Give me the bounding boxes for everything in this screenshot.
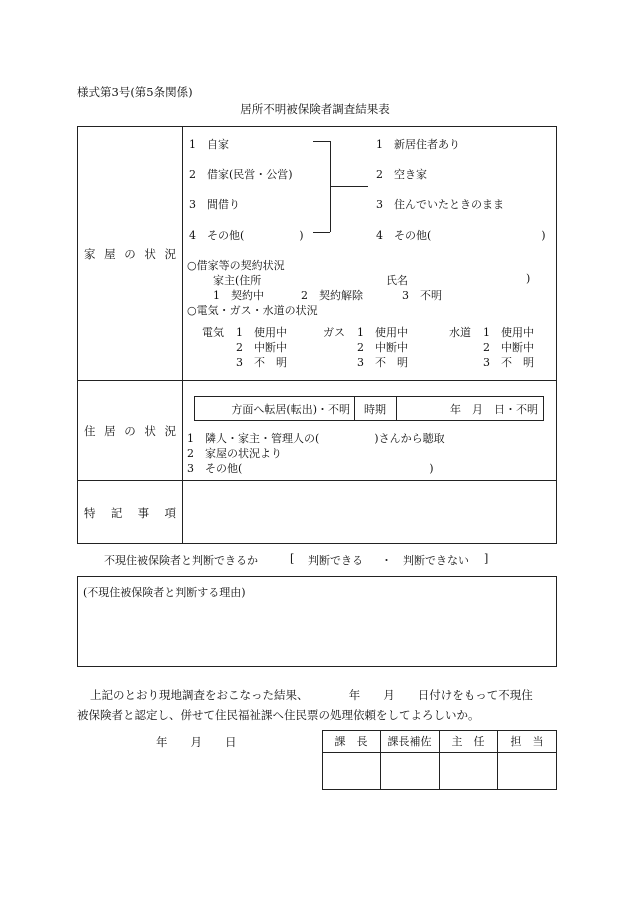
document-title: 居所不明被保険者調査結果表 bbox=[240, 102, 390, 116]
label-char: 況 bbox=[164, 247, 176, 261]
approval-header-supervisor: 主 任 bbox=[451, 735, 485, 748]
stamp-cell[interactable] bbox=[439, 752, 497, 790]
utility-water-label: 水道 bbox=[449, 326, 471, 339]
bracket-connector bbox=[330, 186, 368, 187]
utility-water-option: 3 不 明 bbox=[483, 356, 534, 369]
utility-electric-label: 電気 bbox=[202, 326, 224, 339]
approval-header-staff: 担 当 bbox=[510, 735, 544, 748]
judgement-option-no: 判断できない bbox=[403, 554, 469, 567]
label-char: 住 bbox=[84, 424, 96, 438]
judgement-close-bracket: ] bbox=[484, 552, 489, 565]
remarks-label bbox=[84, 505, 176, 521]
occupancy-option-2: 2 空き家 bbox=[376, 168, 427, 181]
utility-gas-label: ガス bbox=[323, 326, 345, 339]
utility-gas-option: 3 不 明 bbox=[357, 356, 408, 369]
label-char: の bbox=[124, 424, 136, 438]
occupancy-option-4: 4 その他( ) bbox=[376, 229, 546, 242]
judgement-separator: ・ bbox=[381, 554, 392, 567]
approval-date: 年 月 日 bbox=[156, 735, 237, 749]
label-char: 記 bbox=[110, 506, 123, 520]
residence-status-label bbox=[84, 423, 176, 439]
label-char: 屋 bbox=[104, 247, 116, 261]
label-column-divider bbox=[182, 126, 183, 544]
house-option-3: 3 間借り bbox=[189, 198, 240, 211]
stamp-cell[interactable] bbox=[380, 752, 439, 790]
move-date-cell: 年 月 日・不明 bbox=[450, 402, 538, 416]
judgement-question: 不現住被保険者と判断できるか bbox=[104, 554, 258, 567]
label-char: 況 bbox=[164, 424, 176, 438]
contract-option-1: 1 契約中 bbox=[213, 289, 264, 302]
contract-option-3: 3 不明 bbox=[402, 289, 442, 302]
statement-line-1: 上記のとおり現地調査をおこなった結果、 年 月 日付けをもって不現住 bbox=[90, 688, 533, 702]
bracket-top bbox=[313, 141, 330, 142]
label-char: 居 bbox=[104, 424, 116, 438]
statement-line-2: 被保険者と認定し、併せて住民福祉課へ住民票の処理依頼をしてよろしいか。 bbox=[77, 708, 480, 722]
house-option-2: 2 借家(民営・公営) bbox=[189, 168, 293, 181]
utility-water-option: 1 使用中 bbox=[483, 326, 534, 339]
info-source-1: 1 隣人・家主・管理人の( )さんから聴取 bbox=[187, 432, 445, 445]
label-char: の bbox=[124, 247, 136, 261]
house-option-1: 1 自家 bbox=[189, 138, 229, 151]
bracket-bottom bbox=[313, 232, 330, 233]
contract-option-2: 2 契約解除 bbox=[301, 289, 363, 302]
info-source-2: 2 家屋の状況より bbox=[187, 447, 282, 460]
lease-heading: ○借家等の契約状況 bbox=[187, 259, 285, 272]
label-char: 特 bbox=[84, 506, 96, 520]
utility-heading: ○電気・ガス・水道の状況 bbox=[187, 304, 318, 317]
house-status-label bbox=[84, 246, 176, 262]
info-source-3: 3 その他( ) bbox=[187, 462, 434, 475]
approval-header-deputy-chief: 課長補佐 bbox=[387, 735, 432, 748]
judgement-open-bracket: [ bbox=[290, 552, 295, 565]
utility-electric-option: 1 使用中 bbox=[236, 326, 287, 339]
label-char: 状 bbox=[144, 247, 156, 261]
stamp-cell[interactable] bbox=[497, 752, 557, 790]
judgement-option-yes: 判断できる bbox=[308, 554, 363, 567]
form-number: 様式第3号(第5条関係) bbox=[77, 85, 193, 99]
row-divider-1 bbox=[77, 380, 557, 381]
reason-label: (不現住被保険者と判断する理由) bbox=[83, 586, 246, 599]
approval-header-section-chief: 課 長 bbox=[334, 735, 368, 748]
occupancy-option-3: 3 住んでいたときのまま bbox=[376, 198, 504, 211]
landlord-close: ) bbox=[526, 272, 531, 285]
label-char: 項 bbox=[164, 506, 176, 520]
stamp-cell[interactable] bbox=[322, 752, 380, 790]
utility-gas-option: 2 中断中 bbox=[357, 341, 408, 354]
period-label: 時期 bbox=[364, 402, 386, 416]
utility-water-option: 2 中断中 bbox=[483, 341, 534, 354]
label-char: 家 bbox=[84, 247, 96, 261]
occupancy-option-1: 1 新居住者あり bbox=[376, 138, 460, 151]
landlord-name: 氏名 bbox=[386, 274, 408, 287]
utility-gas-option: 1 使用中 bbox=[357, 326, 408, 339]
label-char: 状 bbox=[144, 424, 156, 438]
row-divider-2 bbox=[77, 480, 557, 481]
label-char: 事 bbox=[137, 506, 150, 520]
house-option-4: 4 その他( ) bbox=[189, 229, 304, 242]
landlord-address: 家主(住所 bbox=[213, 274, 262, 287]
utility-electric-option: 3 不 明 bbox=[236, 356, 287, 369]
move-destination-cell: 方面へ転居(転出)・不明 bbox=[231, 402, 350, 416]
utility-electric-option: 2 中断中 bbox=[236, 341, 287, 354]
